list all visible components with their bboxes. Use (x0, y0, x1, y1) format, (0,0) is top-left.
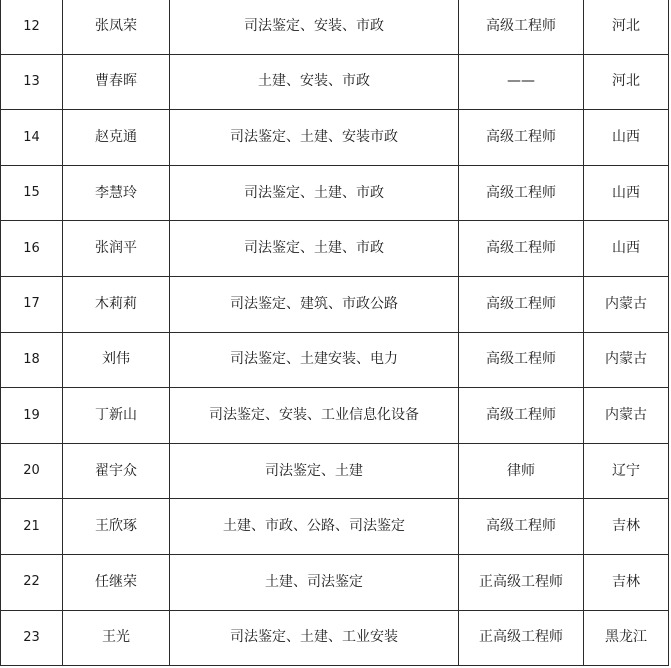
expert-province: 山西 (584, 165, 669, 221)
expert-specialty: 司法鉴定、土建、市政 (170, 221, 459, 277)
expert-title: 高级工程师 (459, 499, 584, 555)
expert-specialty: 司法鉴定、安装、市政 (170, 0, 459, 54)
expert-name: 翟宇众 (63, 443, 170, 499)
table-row (1, 276, 669, 332)
row-number: 13 (1, 54, 63, 110)
expert-name: 丁新山 (63, 388, 170, 444)
expert-specialty: 司法鉴定、土建 (170, 443, 459, 499)
expert-title: 高级工程师 (459, 0, 584, 54)
expert-title: 正高级工程师 (459, 554, 584, 610)
expert-title: 高级工程师 (459, 221, 584, 277)
row-number: 22 (1, 554, 63, 610)
table-row (1, 0, 669, 54)
expert-title: 正高级工程师 (459, 610, 584, 666)
expert-province: 内蒙古 (584, 276, 669, 332)
table-row (1, 221, 669, 277)
expert-province: 辽宁 (584, 443, 669, 499)
expert-name: 曹春晖 (63, 54, 170, 110)
table-row (1, 554, 669, 610)
table-row (1, 165, 669, 221)
expert-province: 河北 (584, 0, 669, 54)
row-number: 15 (1, 165, 63, 221)
expert-province: 河北 (584, 54, 669, 110)
expert-specialty: 司法鉴定、土建、安装市政 (170, 110, 459, 166)
expert-name: 王光 (63, 610, 170, 666)
expert-specialty: 司法鉴定、安装、工业信息化设备 (170, 388, 459, 444)
expert-province: 内蒙古 (584, 388, 669, 444)
row-number: 12 (1, 0, 63, 54)
table-row (1, 499, 669, 555)
expert-name: 李慧玲 (63, 165, 170, 221)
expert-province: 山西 (584, 221, 669, 277)
expert-specialty: 司法鉴定、建筑、市政公路 (170, 276, 459, 332)
expert-province: 吉林 (584, 499, 669, 555)
expert-name: 刘伟 (63, 332, 170, 388)
expert-name: 张凤荣 (63, 0, 170, 54)
row-number: 18 (1, 332, 63, 388)
row-number: 16 (1, 221, 63, 277)
expert-title: 高级工程师 (459, 165, 584, 221)
expert-province: 黑龙江 (584, 610, 669, 666)
expert-title: 律师 (459, 443, 584, 499)
expert-specialty: 土建、市政、公路、司法鉴定 (170, 499, 459, 555)
expert-specialty: 土建、司法鉴定 (170, 554, 459, 610)
table-row (1, 332, 669, 388)
expert-name: 王欣琢 (63, 499, 170, 555)
table-row (1, 388, 669, 444)
expert-title: 高级工程师 (459, 110, 584, 166)
expert-table-body (1, 0, 669, 666)
table-row (1, 110, 669, 166)
row-number: 14 (1, 110, 63, 166)
table-row (1, 54, 669, 110)
expert-specialty: 司法鉴定、土建、工业安装 (170, 610, 459, 666)
table-row (1, 610, 669, 666)
expert-province: 吉林 (584, 554, 669, 610)
expert-specialty: 土建、安装、市政 (170, 54, 459, 110)
row-number: 21 (1, 499, 63, 555)
row-number: 23 (1, 610, 63, 666)
expert-specialty: 司法鉴定、土建安装、电力 (170, 332, 459, 388)
expert-title: 高级工程师 (459, 332, 584, 388)
table-row (1, 443, 669, 499)
expert-province: 内蒙古 (584, 332, 669, 388)
expert-title: —— (459, 54, 584, 110)
expert-title: 高级工程师 (459, 276, 584, 332)
expert-name: 木莉莉 (63, 276, 170, 332)
row-number: 19 (1, 388, 63, 444)
expert-province: 山西 (584, 110, 669, 166)
row-number: 17 (1, 276, 63, 332)
row-number: 20 (1, 443, 63, 499)
expert-title: 高级工程师 (459, 388, 584, 444)
expert-specialty: 司法鉴定、土建、市政 (170, 165, 459, 221)
expert-name: 张润平 (63, 221, 170, 277)
expert-name: 赵克通 (63, 110, 170, 166)
expert-name: 任继荣 (63, 554, 170, 610)
